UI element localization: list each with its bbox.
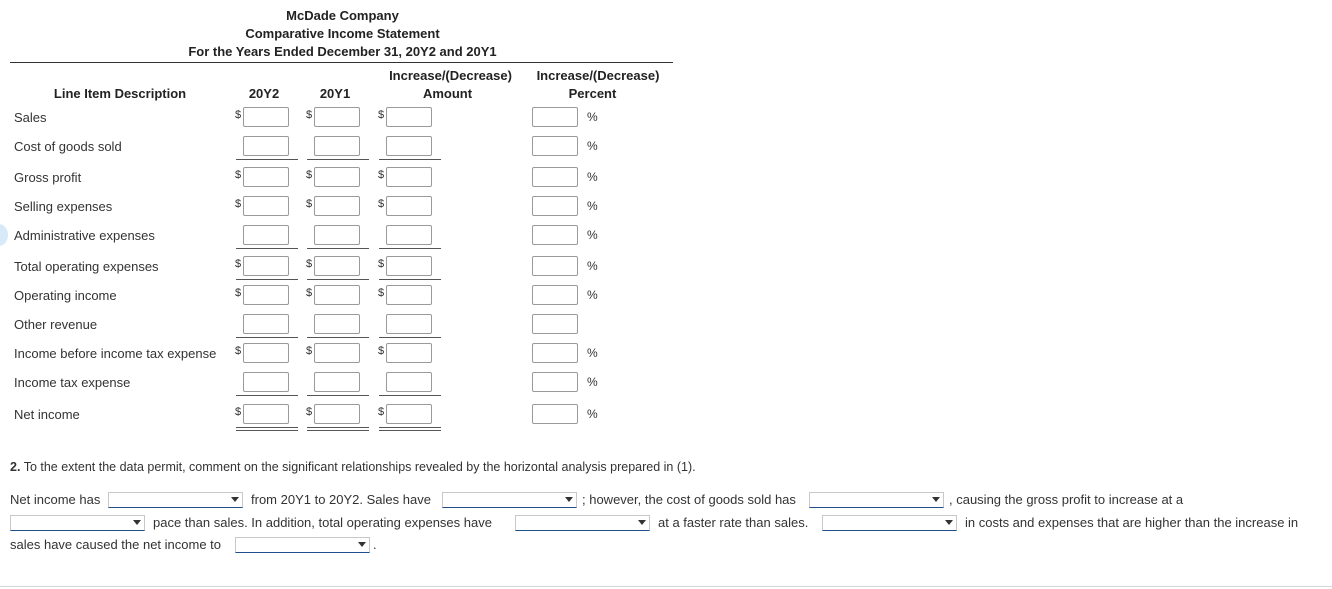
- para-text-4: , causing the gross profit to increase at a: [949, 492, 1184, 507]
- costs-expenses-select[interactable]: [822, 515, 957, 531]
- total-rule: [379, 279, 441, 280]
- chevron-down-icon: [932, 497, 940, 502]
- percent-sign: %: [587, 199, 598, 213]
- question-number: 2.: [10, 460, 21, 474]
- statement-period: For the Years Ended December 31, 20Y2 and 20Y1: [188, 44, 497, 59]
- col-20y2: 20Y2: [248, 86, 280, 101]
- amount-input[interactable]: [386, 285, 432, 305]
- total-rule: [307, 395, 369, 396]
- dollar-sign: $: [306, 169, 313, 181]
- percent-sign: %: [587, 228, 598, 242]
- dollar-sign: $: [235, 169, 242, 181]
- amount-input[interactable]: [386, 314, 432, 334]
- total-rule: [379, 337, 441, 338]
- percent-input[interactable]: [532, 285, 578, 305]
- sales-change-select[interactable]: [442, 492, 577, 508]
- percent-input[interactable]: [532, 404, 578, 424]
- para-text-3: ; however, the cost of goods sold has: [582, 492, 796, 507]
- amount-input[interactable]: [386, 404, 432, 424]
- percent-input[interactable]: [532, 167, 578, 187]
- net-income-change-select[interactable]: [108, 492, 243, 508]
- row-label: Other revenue: [14, 317, 98, 332]
- dollar-sign: $: [306, 287, 313, 299]
- dollar-sign: $: [235, 198, 242, 210]
- chevron-down-icon: [358, 542, 366, 547]
- para-text-9: .: [373, 537, 377, 552]
- row-label: Cost of goods sold: [14, 139, 122, 154]
- total-rule: [236, 248, 298, 249]
- total-rule: [307, 279, 369, 280]
- percent-input[interactable]: [532, 343, 578, 363]
- dollar-sign: $: [378, 258, 385, 270]
- percent-input[interactable]: [532, 107, 578, 127]
- total-double-rule: [307, 430, 369, 431]
- question-2: [10, 460, 696, 474]
- chevron-down-icon: [945, 520, 953, 525]
- total-rule: [236, 159, 298, 160]
- row-label: Net income: [14, 407, 80, 422]
- amount-input[interactable]: [243, 107, 289, 127]
- para-text-8: sales have caused the net income to: [10, 537, 222, 552]
- percent-input[interactable]: [532, 196, 578, 216]
- percent-sign: %: [587, 259, 598, 273]
- left-edge-marker: [0, 224, 8, 246]
- total-rule: [307, 159, 369, 160]
- amount-input[interactable]: [243, 285, 289, 305]
- para-text-7: in costs and expenses that are higher than the increase in: [965, 515, 1299, 530]
- amount-input[interactable]: [243, 196, 289, 216]
- percent-sign: %: [587, 407, 598, 421]
- dollar-sign: $: [306, 198, 313, 210]
- percent-input[interactable]: [532, 314, 578, 334]
- amount-input[interactable]: [243, 343, 289, 363]
- chevron-down-icon: [565, 497, 573, 502]
- question-text: To the extent the data permit, comment on the significant relationships revealed by the horizontal analysis prepared in (1).: [23, 460, 696, 474]
- amount-input[interactable]: [386, 225, 432, 245]
- amount-input[interactable]: [243, 225, 289, 245]
- percent-sign: %: [587, 375, 598, 389]
- total-rule: [236, 427, 298, 428]
- chevron-down-icon: [133, 520, 141, 525]
- dollar-sign: $: [378, 169, 385, 181]
- col-amount-bottom: Amount: [422, 86, 473, 101]
- amount-input[interactable]: [314, 343, 360, 363]
- amount-input[interactable]: [386, 343, 432, 363]
- total-rule: [307, 248, 369, 249]
- percent-sign: %: [587, 346, 598, 360]
- row-label: Administrative expenses: [14, 228, 155, 243]
- amount-input[interactable]: [243, 404, 289, 424]
- total-rule: [236, 395, 298, 396]
- dollar-sign: $: [235, 109, 242, 121]
- row-label: Income before income tax expense: [14, 346, 217, 361]
- total-rule: [307, 337, 369, 338]
- percent-input[interactable]: [532, 256, 578, 276]
- col-percent-bottom: Percent: [568, 86, 617, 101]
- dollar-sign: $: [378, 198, 385, 210]
- dollar-sign: $: [378, 345, 385, 357]
- total-rule: [379, 159, 441, 160]
- dollar-sign: $: [235, 345, 242, 357]
- amount-input[interactable]: [243, 372, 289, 392]
- dollar-sign: $: [306, 345, 313, 357]
- dollar-sign: $: [378, 287, 385, 299]
- percent-sign: %: [587, 139, 598, 153]
- net-income-result-select[interactable]: [235, 537, 370, 553]
- chevron-down-icon: [231, 497, 239, 502]
- total-double-rule: [379, 430, 441, 431]
- percent-sign: %: [587, 170, 598, 184]
- bottom-divider: [0, 586, 1332, 587]
- amount-input[interactable]: [314, 256, 360, 276]
- cogs-change-select[interactable]: [809, 492, 944, 508]
- percent-sign: %: [587, 288, 598, 302]
- percent-input[interactable]: [532, 372, 578, 392]
- amount-input[interactable]: [314, 167, 360, 187]
- total-rule: [236, 337, 298, 338]
- amount-input[interactable]: [314, 404, 360, 424]
- amount-input[interactable]: [314, 225, 360, 245]
- row-label: Gross profit: [14, 170, 82, 185]
- para-text-6: at a faster rate than sales.: [658, 515, 809, 530]
- percent-sign: %: [587, 110, 598, 124]
- col-percent-top: Increase/(Decrease): [536, 68, 660, 83]
- total-double-rule: [236, 430, 298, 431]
- amount-input[interactable]: [386, 107, 432, 127]
- row-label: Income tax expense: [14, 375, 131, 390]
- amount-input[interactable]: [314, 196, 360, 216]
- row-label: Total operating expenses: [14, 259, 159, 274]
- gross-profit-pace-select[interactable]: [10, 515, 145, 531]
- dollar-sign: $: [306, 109, 313, 121]
- row-label: Selling expenses: [14, 199, 113, 214]
- total-rule: [236, 279, 298, 280]
- col-amount-top: Increase/(Decrease): [389, 68, 512, 83]
- percent-input[interactable]: [532, 225, 578, 245]
- total-rule: [379, 427, 441, 428]
- row-label: Sales: [14, 110, 47, 125]
- amount-input[interactable]: [386, 256, 432, 276]
- amount-input[interactable]: [314, 285, 360, 305]
- amount-input[interactable]: [243, 256, 289, 276]
- total-rule: [307, 427, 369, 428]
- operating-expenses-change-select[interactable]: [515, 515, 650, 531]
- total-rule: [379, 395, 441, 396]
- header-rule: [10, 62, 673, 63]
- amount-input[interactable]: [243, 314, 289, 334]
- amount-input[interactable]: [243, 136, 289, 156]
- company-name: McDade Company: [286, 8, 399, 23]
- amount-input[interactable]: [386, 196, 432, 216]
- dollar-sign: $: [378, 406, 385, 418]
- dollar-sign: $: [306, 258, 313, 270]
- chevron-down-icon: [638, 520, 646, 525]
- para-text-2: from 20Y1 to 20Y2. Sales have: [251, 492, 431, 507]
- dollar-sign: $: [378, 109, 385, 121]
- percent-input[interactable]: [532, 136, 578, 156]
- row-label: Operating income: [14, 288, 117, 303]
- statement-title: Comparative Income Statement: [245, 26, 440, 41]
- amount-input[interactable]: [314, 314, 360, 334]
- amount-input[interactable]: [386, 136, 432, 156]
- col-description: Line Item Description: [53, 86, 187, 101]
- dollar-sign: $: [235, 287, 242, 299]
- amount-input[interactable]: [314, 136, 360, 156]
- para-text-5: pace than sales. In addition, total operating expenses have: [153, 515, 492, 530]
- amount-input[interactable]: [314, 372, 360, 392]
- amount-input[interactable]: [386, 167, 432, 187]
- dollar-sign: $: [235, 258, 242, 270]
- amount-input[interactable]: [243, 167, 289, 187]
- total-rule: [379, 248, 441, 249]
- amount-input[interactable]: [314, 107, 360, 127]
- dollar-sign: $: [306, 406, 313, 418]
- para-text-1: Net income has: [10, 492, 101, 507]
- amount-input[interactable]: [386, 372, 432, 392]
- dollar-sign: $: [235, 406, 242, 418]
- col-20y1: 20Y1: [319, 86, 351, 101]
